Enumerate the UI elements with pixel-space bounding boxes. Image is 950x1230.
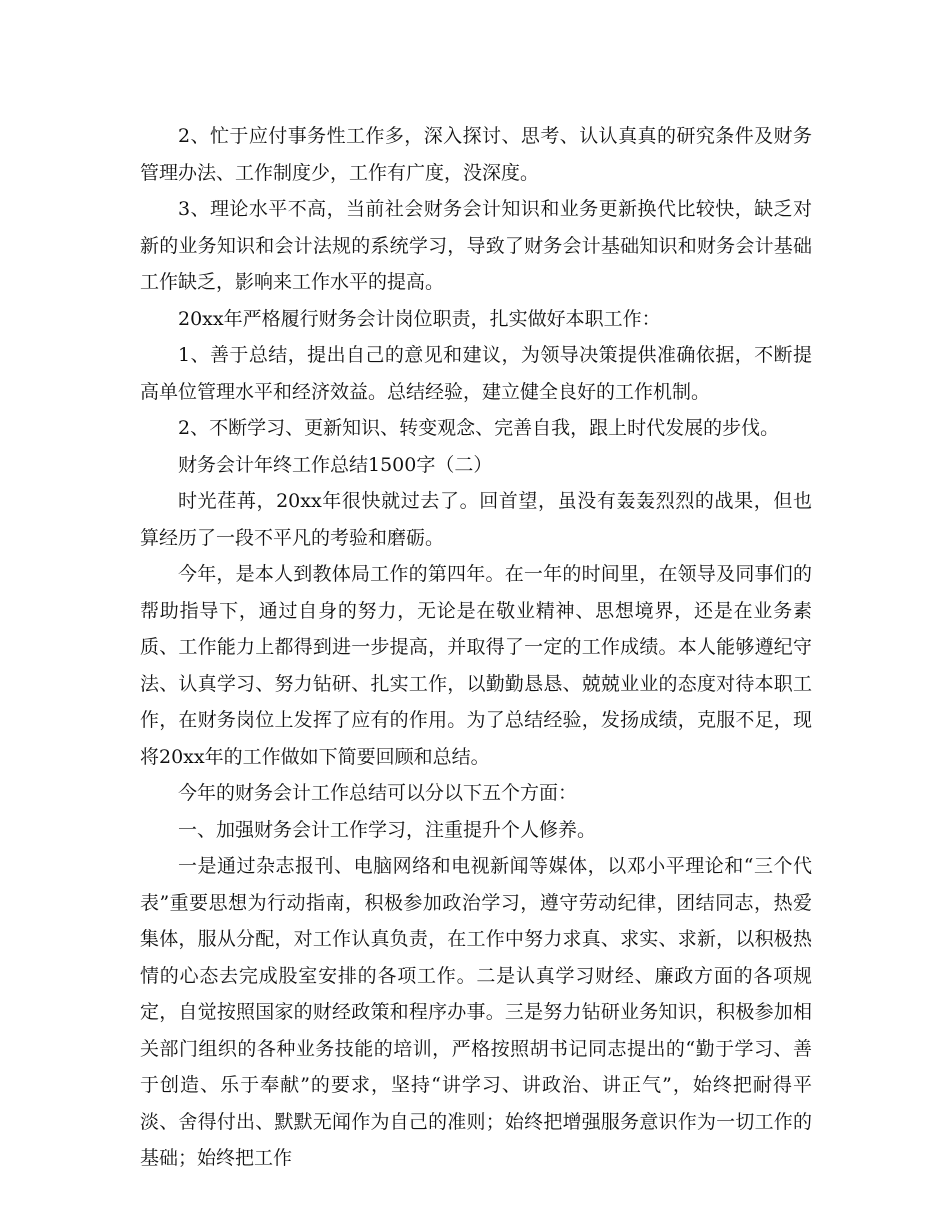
paragraph-opening: 时光荏苒，20xx年很快就过去了。回首望，虽没有轰轰烈烈的战果，但也算经历了一段不平凡的考验和磨砺。 — [140, 490, 812, 549]
section-title: 财务会计年终工作总结1500字（二） — [178, 453, 493, 476]
paragraph-study: 一是通过杂志报刊、电脑网络和电视新闻等媒体，以邓小平理论和“三个代表”重要思想为行动指南，积极参加政治学习，遵守劳动纪律，团结同志，热爱集体，服从分配，对工作认真负责，在工作中努力求真、求实、求新，以积极热情的心态去完成股室安排的各项工作。二是认真学习财经、廉政方面的各项规定，自觉按照国家的财经政策和程序办事。三是努力钻研业务知识，积极参加相关部门组织的各种业务技能的培训，严格按照胡书记同志提出的“勤于学习、善于创造、乐于奉献”的要求，坚持“讲学习、讲政治、讲正气”，始终把耐得平淡、舍得付出、默默无闻作为自己的准则；始终把增强服务意识作为一切工作的基础；始终把工作 — [140, 855, 812, 1169]
document-body — [140, 118, 812, 1177]
paragraph-plan-intro: 20xx年严格履行财务会计岗位职责，扎实做好本职工作： — [178, 307, 661, 330]
paragraph-summary-intro: 今年的财务会计工作总结可以分以下五个方面： — [178, 782, 578, 804]
paragraph-weakness-2: 2、忙于应付事务性工作多，深入探讨、思考、认认真真的研究条件及财务管理办法、工作制度少，工作有广度，没深度。 — [140, 125, 812, 184]
paragraph-overview: 今年，是本人到教体局工作的第四年。在一年的时间里，在领导及同事们的帮助指导下，通过自身的努力，无论是在敬业精神、思想境界，还是在业务素质、工作能力上都得到进一步提高，并取得了一定的工作成绩。本人能够遵纪守法、认真学习、努力钻研、扎实工作，以勤勤恳恳、兢兢业业的态度对待本职工作，在财务岗位上发挥了应有的作用。为了总结经验，发扬成绩，克服不足，现将20xx年的工作做如下简要回顾和总结。 — [140, 563, 812, 768]
paragraph-plan-2: 2、不断学习、更新知识、转变观念、完善自我，跟上时代发展的步伐。 — [178, 417, 780, 439]
paragraph-plan-1: 1、善于总结，提出自己的意见和建议，为领导决策提供准确依据，不断提高单位管理水平和经济效益。总结经验，建立健全良好的工作机制。 — [140, 344, 812, 403]
paragraph-weakness-3: 3、理论水平不高，当前社会财务会计知识和业务更新换代比较快，缺乏对新的业务知识和会计法规的系统学习，导致了财务会计基础知识和财务会计基础工作缺乏，影响来工作水平的提高。 — [140, 198, 812, 293]
heading-part-one: 一、加强财务会计工作学习，注重提升个人修养。 — [178, 818, 597, 841]
